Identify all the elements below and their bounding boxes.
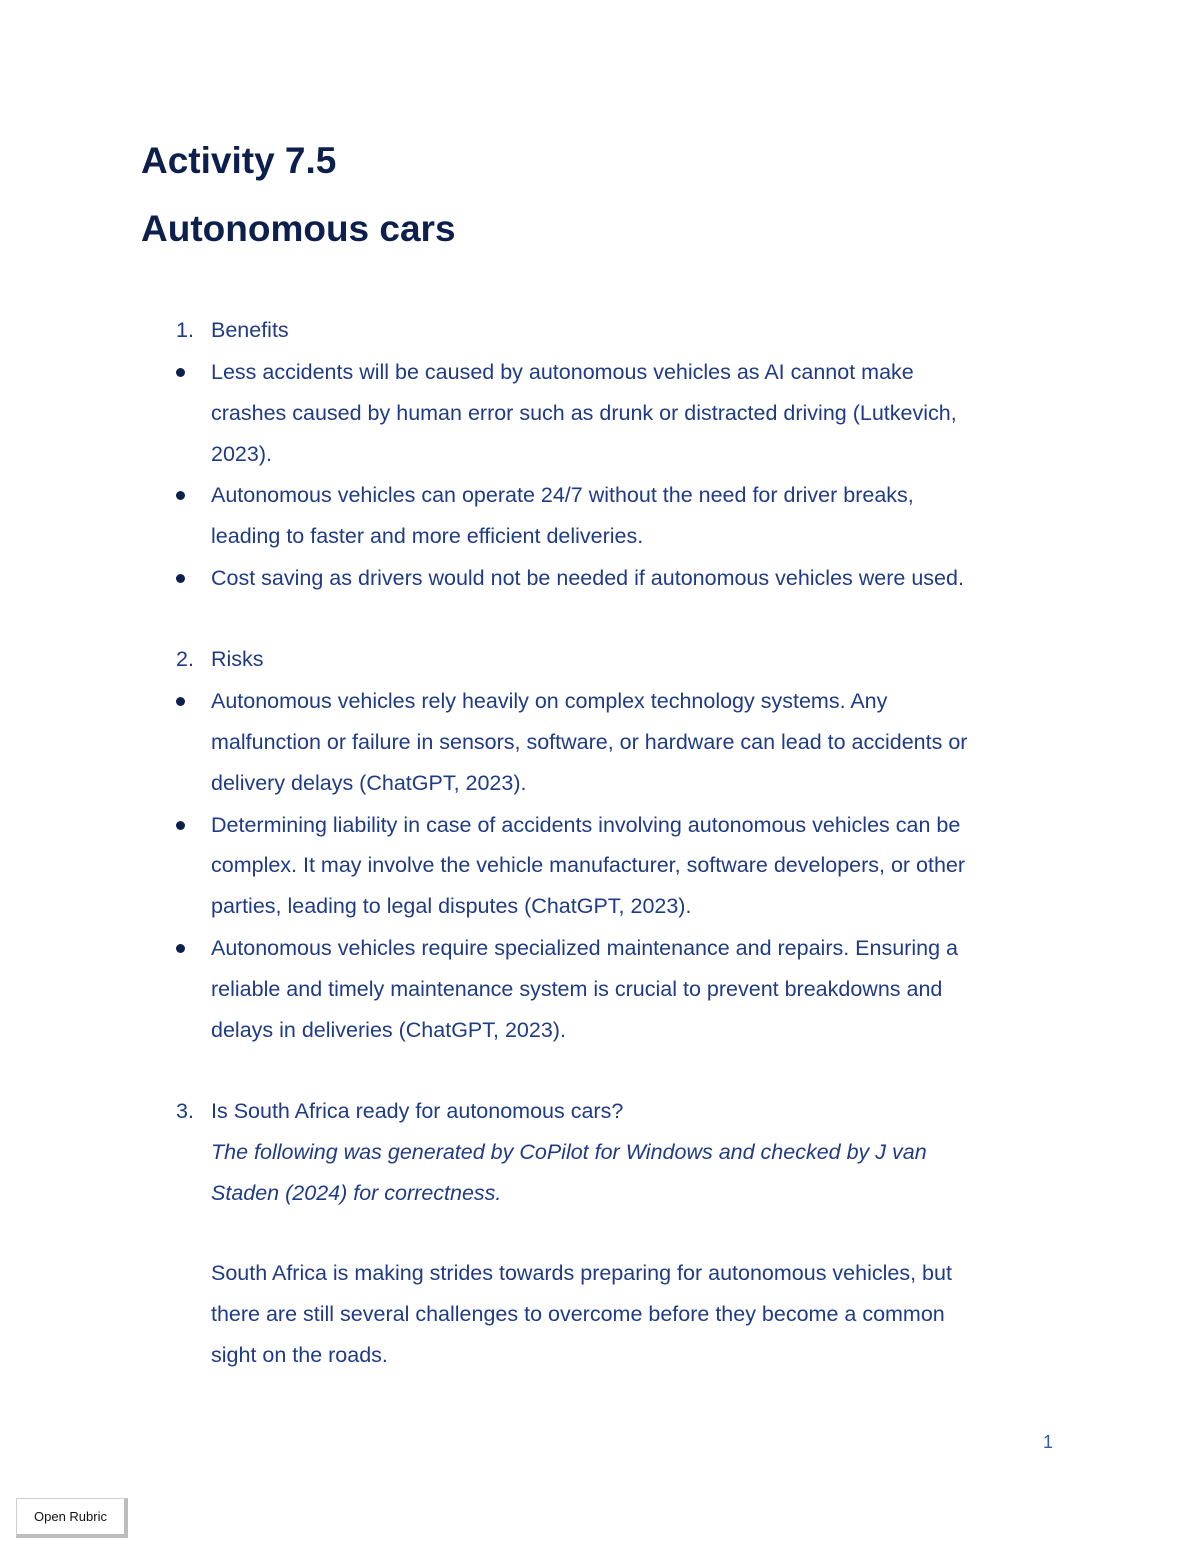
benefit-text: 2023). bbox=[211, 442, 272, 466]
benefit-text: Less accidents will be caused by autonomous vehicles as AI cannot make bbox=[211, 360, 914, 384]
topic-title: Autonomous cars bbox=[141, 208, 456, 249]
risk-text: parties, leading to legal disputes (ChatGPT, 2023). bbox=[211, 894, 692, 918]
benefit-text: Autonomous vehicles can operate 24/7 without the need for driver breaks, bbox=[211, 483, 914, 507]
south-africa-body: there are still several challenges to overcome before they become a common bbox=[211, 1302, 945, 1326]
bullet-icon bbox=[176, 491, 185, 500]
benefit-text: Cost saving as drivers would not be needed if autonomous vehicles were used. bbox=[211, 566, 964, 590]
bullet-icon bbox=[176, 944, 185, 953]
section-number: 1. bbox=[176, 318, 194, 342]
copilot-note: Staden (2024) for correctness. bbox=[211, 1181, 502, 1205]
risk-text: Autonomous vehicles rely heavily on complex technology systems. Any bbox=[211, 689, 888, 713]
south-africa-body: sight on the roads. bbox=[211, 1343, 388, 1367]
copilot-note: The following was generated by CoPilot for Windows and checked by J van bbox=[211, 1140, 927, 1164]
section-heading-benefits: Benefits bbox=[211, 318, 289, 342]
risk-text: Determining liability in case of accidents involving autonomous vehicles can be bbox=[211, 813, 961, 837]
bullet-icon bbox=[176, 697, 185, 706]
risk-text: delays in deliveries (ChatGPT, 2023). bbox=[211, 1018, 566, 1042]
risk-text: Autonomous vehicles require specialized maintenance and repairs. Ensuring a bbox=[211, 936, 958, 960]
risk-text: malfunction or failure in sensors, software, or hardware can lead to accidents or bbox=[211, 730, 968, 754]
section-number: 3. bbox=[176, 1099, 194, 1123]
page-number: 1 bbox=[1043, 1432, 1054, 1452]
risk-text: reliable and timely maintenance system is crucial to prevent breakdowns and bbox=[211, 977, 943, 1001]
bullet-icon bbox=[176, 821, 185, 830]
section-heading-south-africa: Is South Africa ready for autonomous cars? bbox=[211, 1099, 624, 1123]
section-number: 2. bbox=[176, 647, 194, 671]
benefit-text: crashes caused by human error such as drunk or distracted driving (Lutkevich, bbox=[211, 401, 957, 425]
section-heading-risks: Risks bbox=[211, 647, 264, 671]
risk-text: complex. It may involve the vehicle manufacturer, software developers, or other bbox=[211, 853, 966, 877]
south-africa-body: South Africa is making strides towards preparing for autonomous vehicles, but bbox=[211, 1261, 952, 1285]
risk-text: delivery delays (ChatGPT, 2023). bbox=[211, 771, 527, 795]
activity-title: Activity 7.5 bbox=[141, 140, 337, 181]
open-rubric-button[interactable]: Open Rubric bbox=[16, 1498, 128, 1538]
benefit-text: leading to faster and more efficient deliveries. bbox=[211, 524, 644, 548]
bullet-icon bbox=[176, 574, 185, 583]
bullet-icon bbox=[176, 368, 185, 377]
